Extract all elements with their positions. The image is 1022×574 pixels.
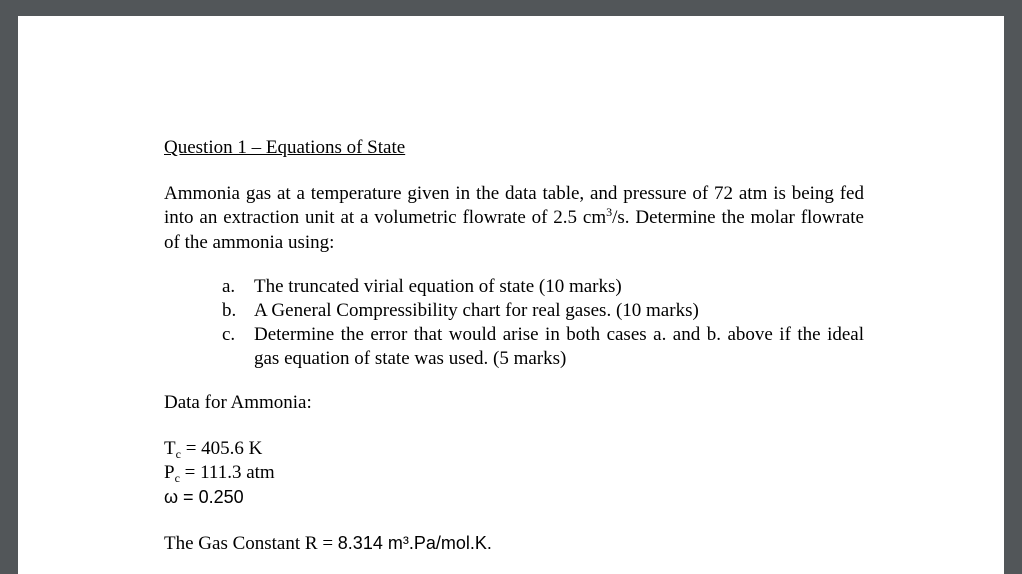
question-part-c <box>164 323 864 371</box>
intro-text-start: Ammonia gas at a temperature given in the data table, and pressure of 72 atm is being fed into an extraction unit at a volumetric flowrate of 2.5 cm <box>164 183 864 228</box>
pc-value: = 111.3 atm <box>179 462 275 483</box>
tc-subscript: c <box>175 447 181 461</box>
gas-constant-line <box>164 531 864 556</box>
part-marker: c. <box>222 324 236 345</box>
question-title: Question 1 – Equations of State <box>164 137 406 158</box>
tc-value: = 405.6 K <box>180 438 263 459</box>
data-heading: Data for Ammonia: <box>164 392 312 413</box>
gas-constant-label: The Gas Constant R = <box>164 533 338 554</box>
part-marker: a. <box>222 276 236 297</box>
ammonia-properties <box>164 437 864 509</box>
pc-subscript: c <box>174 471 180 485</box>
question-content <box>164 136 864 556</box>
pc-symbol: P <box>164 462 175 483</box>
part-marker: b. <box>222 300 237 321</box>
gas-constant-value: 8.314 m³.Pa/mol.K. <box>337 533 492 553</box>
part-text: Determine the error that would arise in both cases a. and b. above if the ideal gas equation of state was used. (5 marks) <box>254 324 864 369</box>
intro-text-end: /s. Determine the molar flowrate of the ammonia using: <box>164 207 864 253</box>
acentric-factor: ω = 0.250 <box>164 487 244 507</box>
part-text: A General Compressibility chart for real gases. (10 marks) <box>254 300 699 321</box>
part-text: The truncated virial equation of state (10 marks) <box>254 276 622 297</box>
intro-superscript: 3 <box>606 205 613 219</box>
question-part-a <box>164 275 864 299</box>
question-part-b <box>164 299 864 323</box>
question-intro <box>164 182 864 255</box>
document-page <box>18 16 1004 574</box>
tc-symbol: T <box>164 438 176 459</box>
question-parts-list <box>164 275 864 371</box>
critical-pressure <box>164 461 864 485</box>
critical-temperature <box>164 437 864 461</box>
